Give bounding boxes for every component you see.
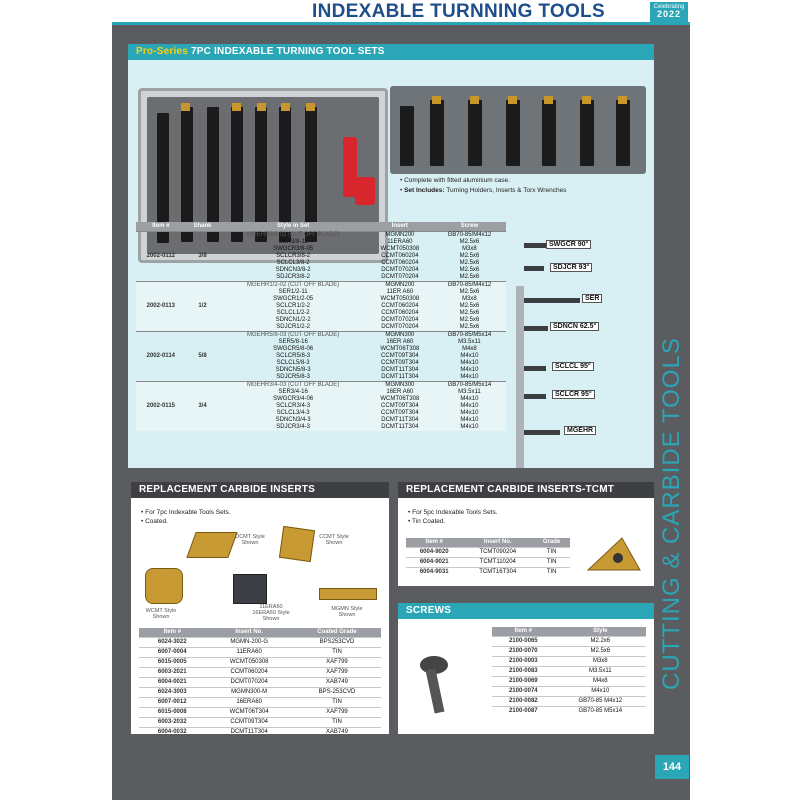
lineup-holder-2	[430, 100, 444, 166]
table-cell: TIN	[533, 567, 570, 577]
screw-image	[418, 651, 462, 721]
caption: CCMT Style Shown	[319, 534, 349, 546]
table-cell: M4x8	[462, 345, 477, 352]
insert-tip-5	[257, 103, 266, 111]
column-header: Item #	[136, 222, 186, 231]
diagram-tool-7	[524, 430, 560, 435]
table-row	[136, 231, 506, 239]
lineup-tip-4	[508, 96, 517, 104]
page-title: INDEXABLE TURNNING TOOLS	[312, 1, 605, 22]
table-cell: TIN	[293, 647, 381, 657]
table-cell: SCLCR5/8-3	[276, 352, 311, 359]
table-row	[139, 707, 381, 717]
table-cell: M4x10	[460, 373, 479, 380]
page-number: 144	[655, 755, 689, 779]
tcmt-insert-image	[584, 534, 644, 574]
lineup-holder-6	[580, 100, 594, 166]
table-cell: 6004-9020	[406, 547, 462, 557]
diagram-tool-6	[524, 394, 546, 399]
bullet-bold: Set Includes:	[404, 187, 445, 194]
table-cell: MGMN300	[367, 381, 433, 389]
table-row	[139, 677, 381, 687]
table-cell: M2.5x6	[459, 288, 480, 295]
table-cell: M4x10	[460, 402, 479, 409]
table-row	[139, 637, 381, 647]
table-cell: 2100-0070	[492, 646, 555, 656]
table-cell: 2100-0074	[492, 686, 555, 696]
table-row	[492, 636, 646, 646]
bullet-item: • Tin Coated.	[408, 517, 498, 526]
table-cell: SWGCR3/4-06	[273, 395, 314, 402]
lineup-holder-4	[506, 100, 520, 166]
screws-header: SCREWS	[398, 603, 654, 619]
table-cell: 6004-0021	[139, 677, 205, 687]
table-row	[139, 727, 381, 737]
table-cell: M4x10	[460, 359, 479, 366]
table-row	[139, 717, 381, 727]
table-cell: 16ERA60	[205, 697, 292, 707]
table-cell: SDJCR1/2-2	[276, 323, 310, 330]
table-cell: M4x10	[555, 686, 646, 696]
table-cell: SDJCR3/8-2	[276, 273, 310, 280]
table-cell: DCMT11T304	[381, 373, 419, 380]
screws-panel	[398, 603, 654, 734]
table-cell: SDNCN3/4-3	[275, 416, 311, 423]
table-cell: TIN	[293, 717, 381, 727]
table-row	[492, 686, 646, 696]
table-cell: WCMT06T308	[380, 345, 420, 352]
table-cell: 6015-0008	[139, 707, 205, 717]
table-cell: 6003-2021	[139, 667, 205, 677]
table-cell: MGMN300-M	[205, 687, 292, 697]
table-cell: M2.2x6	[555, 636, 646, 646]
insert-tip-7	[306, 103, 315, 111]
diagram-label: MGEHR	[564, 426, 596, 435]
caption: WCMT Style Shown	[145, 608, 177, 620]
table-row	[139, 667, 381, 677]
insert-tip-2	[181, 103, 190, 111]
table-cell: MGMN300	[367, 331, 433, 339]
wcmt-insert-image	[145, 568, 183, 604]
diagram-tool-5	[524, 366, 546, 371]
table-cell: CCMT060204	[381, 259, 419, 266]
table-cell: DCMT070204	[381, 323, 419, 330]
table-cell: MGEHR5/8-03 (CUT OFF BLADE)	[219, 331, 367, 339]
column-header: Item #	[406, 538, 462, 547]
table-cell: M3.5x11	[458, 338, 481, 345]
table-cell: TIN	[533, 547, 570, 557]
table-cell: TCMT090204	[462, 547, 533, 557]
insert-tip-6	[281, 103, 290, 111]
column-header: Insert No.	[462, 538, 533, 547]
title-bar	[112, 0, 690, 25]
lineup-tip-5	[544, 96, 553, 104]
table-cell: WCMT050308	[380, 245, 420, 252]
table-cell: SCLCR1/2-2	[276, 302, 311, 309]
table-cell: M4x8	[555, 676, 646, 686]
table-cell: CCMT09T304	[381, 352, 419, 359]
pro-series-title: 7PC INDEXABLE TURNING TOOL SETS	[191, 46, 385, 57]
diagram-label: SDJCR 93°	[550, 263, 592, 272]
table-cell: XAB749	[293, 677, 381, 687]
table-header-row	[139, 628, 381, 637]
celebration-badge	[650, 2, 688, 24]
table-cell: CCMT060204	[381, 302, 419, 309]
table-cell: DCMT11T304	[381, 416, 419, 423]
table-cell: M4x10	[460, 409, 479, 416]
table-cell: 6004-9031	[406, 567, 462, 577]
column-header: Style in Set	[219, 222, 367, 231]
screws-table	[492, 627, 646, 716]
diagram-label: SCLCR 95°	[552, 390, 595, 399]
table-row	[139, 687, 381, 697]
table-cell: M2.5x6	[555, 646, 646, 656]
table-cell: M3x8	[462, 245, 477, 252]
table-cell: SCLCL5/8-3	[276, 359, 310, 366]
table-row	[492, 676, 646, 686]
table-row	[139, 647, 381, 657]
table-header-row	[492, 627, 646, 636]
table-cell: M2.5x6	[459, 238, 480, 245]
table-row	[492, 696, 646, 706]
table-row	[492, 646, 646, 656]
table-cell: TCMT110204	[462, 557, 533, 567]
table-cell: CCMT09T304	[381, 402, 419, 409]
pro-series-prefix: Pro-Series	[136, 46, 189, 57]
diagram-label: SER	[582, 294, 602, 303]
lineup-holder-7	[616, 100, 630, 166]
bullet-item: • Complete with fitted aluminium case.	[400, 176, 566, 186]
bullet-item: • For 7pc Indexable Tools Sets.	[141, 508, 231, 517]
table-cell: WCMT06T308	[380, 395, 420, 402]
diagram-tool-1	[524, 243, 548, 248]
column-header: Insert	[367, 222, 433, 231]
insert-tip-4	[232, 103, 241, 111]
table-header-row	[406, 538, 570, 547]
table-cell: M2.5x6	[459, 259, 480, 266]
table-cell: M2.5x6	[459, 266, 480, 273]
table-cell: M4x10	[460, 416, 479, 423]
table-cell: SDJCR3/4-3	[276, 423, 310, 430]
shank-size: 5/8	[186, 331, 220, 381]
diagram-label: SDNCN 62.5°	[550, 322, 599, 331]
mgmn-insert-image	[319, 588, 377, 600]
table-cell: MGMN-200-G	[205, 637, 292, 647]
item-number: 2002-0115	[136, 381, 186, 431]
table-cell: 16ER A60	[386, 338, 414, 345]
table-cell: 2100-0087	[492, 706, 555, 716]
tcmt-inserts-panel	[398, 482, 654, 586]
lineup-tip-3	[470, 96, 479, 104]
table-cell: DCMT11T304	[381, 423, 419, 430]
table-cell: M3x8	[555, 656, 646, 666]
table-cell: DCMT070204	[205, 677, 292, 687]
lineup-tip-7	[618, 96, 627, 104]
lineup-tip-6	[582, 96, 591, 104]
shank-size: 3/8	[186, 231, 220, 281]
table-cell: BPS-253CVD	[293, 687, 381, 697]
table-row	[492, 656, 646, 666]
table-cell: TCMT16T304	[462, 567, 533, 577]
table-cell: SWGCR3/8-05	[273, 245, 314, 252]
table-cell: SWGCR5/8-06	[273, 345, 314, 352]
item-number: 2002-0112	[136, 231, 186, 281]
table-row	[406, 567, 570, 577]
table-cell: 2100-0003	[492, 656, 555, 666]
replacement-inserts-panel	[131, 482, 389, 734]
table-cell: M3.5x11	[458, 388, 481, 395]
er-insert-image	[233, 574, 267, 604]
shank-size: 3/4	[186, 381, 220, 431]
table-cell: DCMT11T304	[205, 727, 292, 737]
table-cell: MGEHR3/4-03 (CUT OFF BLADE)	[219, 381, 367, 389]
table-cell: SDJCR5/8-3	[276, 373, 310, 380]
table-cell: SCLCR3/4-3	[276, 402, 311, 409]
column-header: Shank	[186, 222, 220, 231]
table-cell: M2.5x6	[459, 309, 480, 316]
table-cell: GB70-85/M5x14	[433, 331, 506, 339]
caption: 11ERA60 16ERA60 Style Shown	[252, 604, 290, 622]
table-cell: M4x10	[460, 352, 479, 359]
table-cell: CCMT09T304	[381, 359, 419, 366]
table-cell: XAB749	[293, 727, 381, 737]
diagram-workpiece	[516, 286, 524, 468]
table-cell: 2100-0065	[492, 636, 555, 646]
table-cell: MGMN200	[367, 231, 433, 239]
table-row	[492, 706, 646, 716]
table-cell: 6024-3003	[139, 687, 205, 697]
table-cell: DCMT070204	[381, 316, 419, 323]
column-header: Style	[555, 627, 646, 636]
table-cell: MGMN200	[367, 281, 433, 289]
diagram-tool-4	[524, 326, 548, 331]
table-cell: 6015-0005	[139, 657, 205, 667]
table-cell: CCMT060204	[205, 667, 292, 677]
table-cell: GB70-85/M5x14	[433, 381, 506, 389]
table-cell: M2.5x6	[459, 316, 480, 323]
table-cell: SCLCR3/8-2	[276, 252, 311, 259]
table-cell: 16ER A60	[386, 388, 414, 395]
table-cell: 2100-0083	[492, 666, 555, 676]
table-row	[406, 547, 570, 557]
ccmt-insert-image	[279, 526, 315, 562]
column-header: Item #	[492, 627, 555, 636]
table-cell: SDNCN5/8-3	[275, 366, 311, 373]
replacement-inserts-table	[139, 628, 381, 737]
lineup-holder-5	[542, 100, 556, 166]
table-cell: 2100-0069	[492, 676, 555, 686]
shank-size: 1/2	[186, 281, 220, 331]
diagram-label: SWGCR 90°	[546, 240, 591, 249]
table-cell: SCLCL1/2-2	[276, 309, 310, 316]
table-cell: M4x10	[460, 423, 479, 430]
table-cell: CCMT060204	[381, 309, 419, 316]
lineup-holder-1	[400, 106, 414, 166]
table-cell: GB70-85 M5x14	[555, 706, 646, 716]
table-cell: GB70-85/M4x12	[433, 231, 506, 239]
table-cell: DCMT070204	[381, 273, 419, 280]
table-header-row	[136, 222, 506, 231]
column-header: Insert No.	[205, 628, 292, 637]
item-number: 2002-0114	[136, 331, 186, 381]
pro-series-bullets	[400, 176, 566, 196]
tcmt-bullets	[408, 508, 498, 526]
table-cell: 2100-0082	[492, 696, 555, 706]
table-cell: SER1/2-11	[278, 288, 308, 295]
pro-series-header	[128, 44, 654, 60]
bullet-item: • Coated.	[141, 517, 231, 526]
table-cell: M2.5x6	[459, 323, 480, 330]
table-cell: SWGCR1/2-05	[273, 295, 314, 302]
table-row	[492, 666, 646, 676]
table-cell: M4x10	[460, 366, 479, 373]
table-row	[139, 657, 381, 667]
pro-series-body	[128, 60, 654, 468]
table-cell: XAF799	[293, 657, 381, 667]
column-header: Item #	[139, 628, 205, 637]
table-cell: M2.5x6	[459, 273, 480, 280]
replacement-inserts-bullets	[141, 508, 231, 526]
table-cell: 6004-9021	[406, 557, 462, 567]
table-cell: TIN	[533, 557, 570, 567]
table-cell: CCMT09T304	[205, 717, 292, 727]
table-cell: WCMT050308	[380, 295, 420, 302]
table-cell: M3.5x11	[555, 666, 646, 676]
bullet-item: • For 5pc Indexable Tools Sets.	[408, 508, 498, 517]
section-side-text: CUTTING & CARBIDE TOOLS	[658, 337, 685, 690]
table-cell: WCMT050308	[205, 657, 292, 667]
table-cell: M3x8	[462, 295, 477, 302]
table-cell: CCMT09T304	[381, 409, 419, 416]
table-cell: DCMT11T304	[381, 366, 419, 373]
diagram-label: SCLCL 95°	[552, 362, 594, 371]
table-cell: SER3/4-16	[278, 388, 308, 395]
table-row	[139, 697, 381, 707]
table-cell: SCLCL3/4-3	[276, 409, 310, 416]
torx-wrench-2	[355, 177, 375, 205]
table-cell: GB70-85 M4x12	[555, 696, 646, 706]
column-header: Screw	[433, 222, 506, 231]
tcmt-inserts-header: REPLACEMENT CARBIDE INSERTS-TCMT	[398, 482, 654, 498]
tcmt-table	[406, 538, 570, 577]
pro-series-panel	[128, 44, 654, 468]
diagram-tool-3	[524, 298, 580, 303]
table-cell: 6007-0004	[139, 647, 205, 657]
table-cell: 6024-3022	[139, 637, 205, 647]
dcmt-insert-image	[186, 532, 237, 558]
column-header: Grade	[533, 538, 570, 547]
table-cell: XAF799	[293, 707, 381, 717]
table-row	[136, 331, 506, 339]
table-row	[406, 557, 570, 567]
table-cell: BPS253CVD	[293, 637, 381, 647]
lineup-holder-3	[468, 100, 482, 166]
table-cell: 11ERA60	[205, 647, 292, 657]
table-cell: WCMT06T304	[205, 707, 292, 717]
table-cell: 6003-2032	[139, 717, 205, 727]
badge-year: 2022	[656, 9, 682, 19]
table-cell: 6007-0012	[139, 697, 205, 707]
caption: MGMN Style Shown	[331, 606, 363, 618]
table-cell: SDNCN3/8-2	[275, 266, 311, 273]
item-number: 2002-0113	[136, 281, 186, 331]
table-cell: SER5/8-16	[278, 338, 308, 345]
bullet-item	[400, 186, 566, 196]
column-header: Coated Grade	[293, 628, 381, 637]
table-row	[136, 381, 506, 389]
table-cell: SDNCN1/2-2	[275, 316, 311, 323]
table-cell: M2.5x6	[459, 302, 480, 309]
table-cell: 6004-0032	[139, 727, 205, 737]
tool-lineup-image	[390, 86, 646, 174]
tool-set-table	[136, 222, 506, 431]
table-cell: MGEHR1/2-02 (CUT OFF BLADE)	[219, 281, 367, 289]
diagram-tool-2	[524, 266, 544, 271]
badge-small-text: Celebrating	[653, 4, 685, 10]
table-cell: 11ER A60	[386, 288, 414, 295]
table-cell: 11ERA60	[387, 238, 413, 245]
table-cell: SCLCL3/8-2	[276, 259, 310, 266]
lineup-tip-2	[432, 96, 441, 104]
table-cell: CCMT060204	[381, 252, 419, 259]
replacement-inserts-header: REPLACEMENT CARBIDE INSERTS	[131, 482, 389, 498]
caption: DCMT Style Shown	[235, 534, 265, 546]
table-cell: XAF799	[293, 667, 381, 677]
table-row	[136, 281, 506, 289]
table-cell: GB70-85/M4x12	[433, 281, 506, 289]
bullet-rest: Turning Holders, Inserts & Torx Wrenches	[444, 187, 567, 194]
table-cell: SER3/8-11	[278, 238, 308, 245]
table-cell: TIN	[293, 697, 381, 707]
table-cell: MGEHR3/8-02 (CUT OFF BLADE)	[219, 231, 367, 239]
table-cell: M4x10	[460, 395, 479, 402]
table-cell: DCMT070204	[381, 266, 419, 273]
table-cell: M2.5x6	[459, 252, 480, 259]
